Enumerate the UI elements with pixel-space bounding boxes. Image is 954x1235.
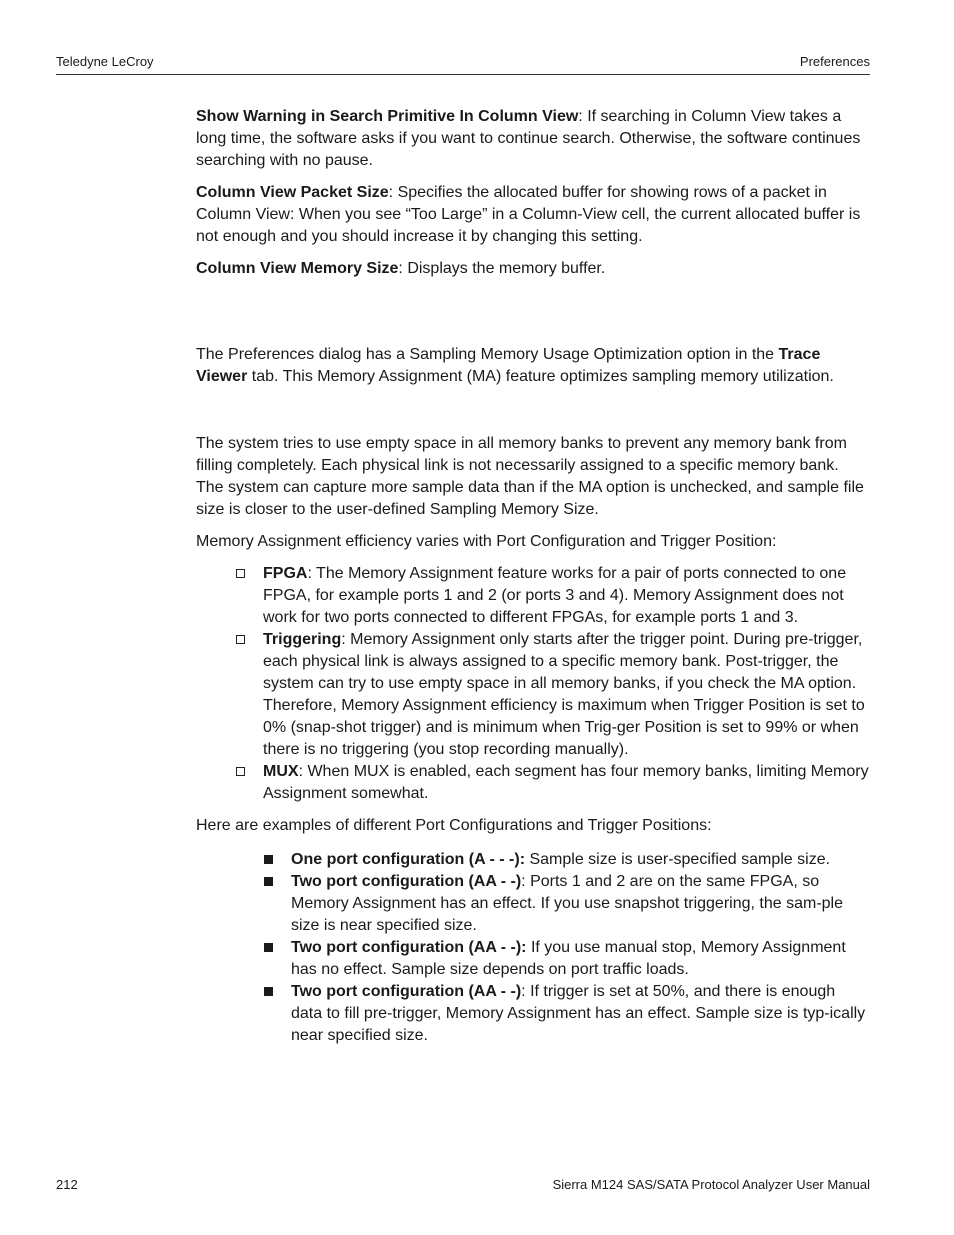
page-content	[196, 106, 870, 1047]
page-header	[56, 52, 870, 75]
checkbox-bullet-icon	[236, 569, 245, 578]
list-item	[196, 981, 870, 1047]
list-item	[196, 937, 870, 981]
paragraph-preferences-dialog	[196, 344, 870, 388]
list-item-text: : When MUX is enabled, each segment has four memory banks, limiting Memory Assignment somewhat.	[263, 763, 869, 802]
examples-list	[196, 849, 870, 1047]
list-item-text: If you use manual stop, Memory Assignment has no effect. Sample size depends on port traffic loads.	[291, 939, 846, 978]
paragraph-show-warning	[196, 106, 870, 172]
page-number: 212	[56, 1177, 78, 1192]
list-item	[196, 563, 870, 629]
paragraph-efficiency: Memory Assignment efficiency varies with Port Configuration and Trigger Position:	[196, 533, 777, 550]
text-segment: The Preferences dialog has a Sampling Memory Usage Optimization option in the	[196, 346, 779, 363]
list-item-term: Two port configuration (AA - -)	[291, 983, 522, 1000]
header-section: Preferences	[799, 54, 870, 69]
list-item-term: One port configuration (A - - -):	[291, 851, 526, 868]
list-item-text: : If trigger is set at 50%, and there is enough data to fill pre-trigger, Memory Assignment has an effect. Sample size is typ-ically near specified size.	[291, 983, 866, 1044]
desc-packet-size: : Specifies the allocated buffer for showing rows of a packet in Column View: When you see “Too Large” in a Column-View cell, the current allocated buffer is not enough and you should increase it by changing this setting.	[196, 184, 861, 245]
paragraph-system-tries: The system tries to use empty space in all memory banks to prevent any memory bank from filling completely. Each physical link is not necessarily assigned to a specific memory bank. The system can capture more sample data than if the MA option is unchecked, and sample file size is closer to the user-defined Sampling Memory Size.	[196, 435, 864, 518]
square-bullet-icon	[264, 943, 273, 952]
list-item-term: FPGA	[263, 565, 308, 582]
list-item	[196, 871, 870, 937]
paragraph-examples: Here are examples of different Port Configurations and Trigger Positions:	[196, 817, 712, 834]
checkbox-bullet-icon	[236, 635, 245, 644]
text-segment: tab. This Memory Assignment (MA) feature optimizes sampling memory utilization.	[247, 368, 834, 385]
square-bullet-icon	[264, 877, 273, 886]
term-memory-size: Column View Memory Size	[196, 260, 399, 277]
term-packet-size: Column View Packet Size	[196, 184, 389, 201]
term-trace-viewer: Trace Viewer	[196, 346, 821, 385]
checkbox-bullet-icon	[236, 767, 245, 776]
list-item-text: : Memory Assignment only starts after the trigger point. During pre-trigger, each physical link is always assigned to a specific memory bank. Post-trigger, the system can try to use empty space in all memory banks, if you check the MA option. Therefore, Memory Assignment efficiency is maximum when Trigger Position is set to 0% (snap-shot trigger) and is minimum when Trig-ger Position is set to 99% or when there is no triggering (you stop recording manually).	[263, 631, 865, 758]
list-item-text: : Ports 1 and 2 are on the same FPGA, so Memory Assignment has an effect. If you use snapshot triggering, the sam-ple size is near specified size.	[291, 873, 843, 934]
desc-show-warning: : If searching in Column View takes a long time, the software asks if you want to continue search. Otherwise, the software continues searching with no pause.	[196, 108, 861, 169]
list-item-text: : The Memory Assignment feature works for a pair of ports connected to one FPGA, for example ports 1 and 2 (or ports 3 and 4). Memory Assignment does not work for two ports connected to different FPGAs, for example ports 1 and 3.	[263, 565, 847, 626]
list-item-text: Sample size is user-specified sample size.	[525, 851, 831, 868]
square-bullet-icon	[264, 855, 273, 864]
list-item	[196, 849, 870, 871]
list-item	[196, 761, 870, 805]
list-item-term: MUX	[263, 763, 299, 780]
list-item-term: Two port configuration (AA - -)	[291, 873, 522, 890]
paragraph-memory-size	[196, 258, 870, 280]
header-company: Teledyne LeCroy	[56, 54, 154, 69]
square-bullet-icon	[264, 987, 273, 996]
efficiency-list	[196, 563, 870, 805]
list-item	[196, 629, 870, 761]
paragraph-packet-size	[196, 182, 870, 248]
list-item-term: Triggering	[263, 631, 342, 648]
term-show-warning: Show Warning in Search Primitive In Column View	[196, 108, 579, 125]
manual-title: Sierra M124 SAS/SATA Protocol Analyzer User Manual	[552, 1177, 870, 1192]
desc-memory-size: : Displays the memory buffer.	[398, 260, 606, 277]
list-item-term: Two port configuration (AA - -):	[291, 939, 527, 956]
